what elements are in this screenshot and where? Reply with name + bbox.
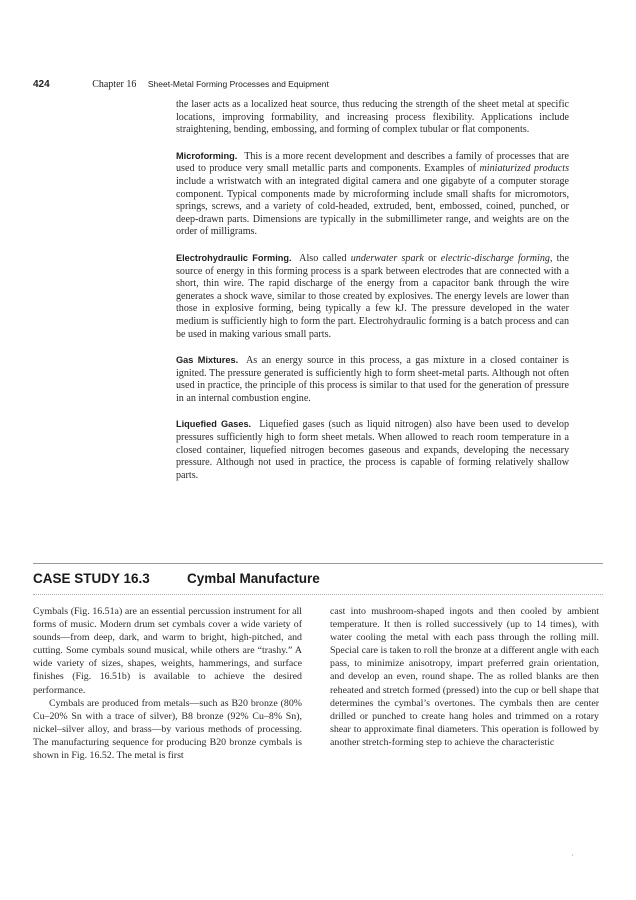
case-right-paragraph-1: cast into mushroom-shaped ingots and then cooled by ambient temperature. It then is rolled successively (up to 14 times), with water cooling the metal with each pass through the rolling mill. Special care is taken to roll the bronze at a different angle with each pass, to minimize anisotropy, impart preferred grain orientation, and develop an even, round shape. The as rolled blanks are then reheated and stretch formed (pressed) into the cup or bell shape that determines the cymbal’s overtones. The cymbals then are center drilled or punched to create hang holes and trimmed on a rotary shear to approximate final diameters. This operation is followed by another stretch-forming step to achieve the characteristic: [330, 606, 599, 748]
gas-mixtures-heading: Gas Mixtures.: [176, 355, 239, 366]
page-header: [33, 79, 593, 90]
chapter-title: Sheet-Metal Forming Processes and Equipment: [147, 79, 329, 89]
gas-mixtures-text: As an energy source in this process, a gas mixture in a closed container is ignited. The pressure generated is sufficiently high to form sheet-metal parts. Although not often used in practice, the principle of this process is similar to that used for the generation of pressure in an internal combustion engine.: [176, 355, 569, 404]
electrohydraulic-text-1: Also called: [299, 252, 351, 264]
liquefied-gases-paragraph: [176, 418, 569, 482]
electrohydraulic-heading: Electrohydraulic Forming.: [176, 252, 292, 263]
case-study-header: [33, 563, 603, 595]
case-study-label: CASE STUDY 16.3: [33, 571, 150, 586]
case-study-title: Cymbal Manufacture: [187, 571, 320, 586]
electrohydraulic-text-3: , the source of energy in this forming process is a spark between electrodes that are connected with a short, thin wire. The rapid discharge of the energy from a capacitor bank through the wire generates a shock wave, similar to those created by explosives. The energy levels are lower than those in explosive forming, being typically a few kJ. The pressure developed in the water medium is sufficiently high to form the part. Electrohydraulic forming is a batch process and can be used in making various small parts.: [176, 252, 570, 340]
scan-mark: ·: [571, 851, 574, 860]
microforming-text-2: include a wristwatch with an integrated digital camera and one gigabyte of a computer storage component. Typical components made by microforming include small shafts for micromotors, springs, screws, and a variety of cold-headed, extruded, bent, embossed, coined, punched, or deep-drawn parts. Dimensions are typically in the submillimeter range, and weights are on the order of milligrams.: [176, 175, 569, 238]
electrohydraulic-paragraph: [176, 252, 569, 341]
microforming-heading: Microforming.: [176, 150, 238, 161]
electrohydraulic-italic-2: electric-discharge forming: [440, 252, 550, 264]
microforming-paragraph: [176, 150, 569, 239]
gas-mixtures-paragraph: [176, 354, 569, 405]
microforming-text-1: This is a more recent development and describes a family of processes that are used to produce very small metallic parts and components. Examples of: [176, 150, 570, 175]
page-number: 424: [33, 79, 50, 90]
case-left-paragraph-2: Cymbals are produced from metals—such as B20 bronze (80% Cu–20% Sn with a trace of silver), B8 bronze (92% Cu–8% Sn), nickel–silver alloy, and brass—by various methods of processing. The manufacturing sequence for producing B20 bronze cymbals is shown in Fig. 16.52. The metal is first: [33, 697, 302, 762]
electrohydraulic-text-2: or: [423, 252, 441, 264]
liquefied-gases-text: Liquefied gases (such as liquid nitrogen) also have been used to develop pressures sufficiently high to form sheet metals. When allowed to reach room temperature in a closed container, liquefied nitrogen becomes gaseous and expands, developing the necessary pressure. Although not used in practice, the process is capable of forming relatively shallow parts.: [176, 419, 569, 481]
microforming-italic: miniaturized products: [479, 163, 569, 175]
case-study-left-column: [33, 605, 302, 762]
main-column: [176, 99, 569, 495]
chapter-label: Chapter 16: [92, 79, 137, 90]
case-study-right-column: [330, 605, 599, 749]
intro-paragraph: the laser acts as a localized heat source, thus reducing the strength of the sheet metal at specific locations, improving formability, and increasing process flexibility. Applications include straightening, bending, embossing, and forming of complex tubular or flat components.: [176, 99, 569, 136]
case-left-paragraph-1: Cymbals (Fig. 16.51a) are an essential percussion instrument for all forms of music. Modern drum set cymbals cover a wide variety of sounds—from deep, dark, and warm to bright, high-pitched, and cutting. Some cymbals sound musical, while others are “trashy.” A wide variety of sizes, shapes, weights, hammerings, and surface finishes (Fig. 16.51b) is available to achieve the desired performance.: [33, 606, 302, 696]
electrohydraulic-italic-1: underwater spark: [350, 252, 424, 264]
liquefied-gases-heading: Liquefied Gases.: [176, 419, 252, 430]
